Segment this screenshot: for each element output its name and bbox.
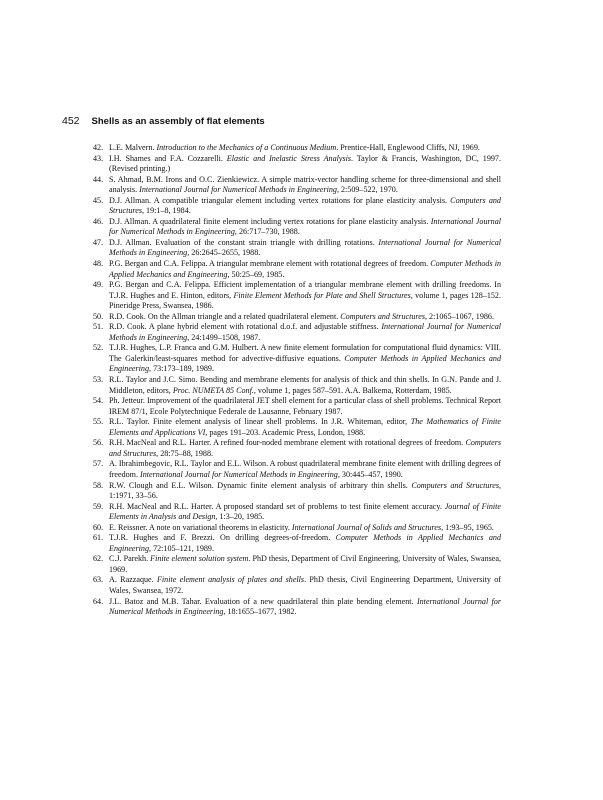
reference-number: 53. bbox=[93, 375, 104, 385]
reference-source-title: Elastic and Inelastic Stress Analysis bbox=[226, 153, 351, 163]
reference-text-segment: T.J.R. Hughes, L.P. Franca and G.M. Hulbert. A new finite element formulation for computational fluid dynamics: VIII. The Galerkin/least-squares method for advective-diffusive equations. bbox=[109, 343, 501, 363]
reference-item bbox=[93, 502, 501, 523]
reference-number: 58. bbox=[93, 480, 104, 490]
reference-number: 43. bbox=[93, 153, 104, 163]
page-number: 452 bbox=[62, 115, 80, 127]
reference-source-title: Finite element solution system bbox=[150, 554, 249, 564]
reference-text bbox=[109, 459, 501, 479]
reference-text bbox=[109, 143, 480, 152]
reference-text-segment: T.J.R. Hughes and F. Brezzi. On drilling degrees-of-freedom. bbox=[109, 533, 336, 543]
reference-text-segment: L.E. Malvern. bbox=[109, 143, 157, 152]
reference-number: 52. bbox=[93, 343, 104, 353]
reference-text-segment: , 18:1655–1677, 1982. bbox=[223, 607, 297, 617]
reference-text bbox=[109, 154, 501, 174]
reference-text-segment: . Taylor & Francis, Washington, DC, 1997. (Revised printing.) bbox=[109, 153, 501, 174]
reference-item bbox=[93, 481, 501, 502]
reference-text bbox=[109, 343, 501, 373]
reference-number: 55. bbox=[93, 417, 104, 427]
reference-text bbox=[109, 417, 501, 437]
reference-list bbox=[93, 143, 501, 618]
reference-number: 46. bbox=[93, 216, 104, 226]
reference-item bbox=[93, 597, 501, 618]
reference-item bbox=[93, 554, 501, 575]
reference-text-segment: R.D. Cook. On the Allman triangle and a related quadrilateral element. bbox=[109, 311, 341, 321]
reference-text-segment: J.L. Batoz and M.B. Tahar. Evaluation of a new quadrilateral thin plate bending element. bbox=[109, 596, 417, 606]
reference-source-title: International Journal for Numerical Methods in Engineering bbox=[140, 469, 338, 479]
reference-source-title: Finite element analysis of plates and shells bbox=[156, 575, 305, 585]
reference-number: 48. bbox=[93, 259, 104, 269]
reference-item bbox=[93, 238, 501, 259]
page-header bbox=[62, 111, 265, 129]
reference-item bbox=[93, 523, 501, 534]
reference-item bbox=[93, 217, 501, 238]
reference-item bbox=[93, 438, 501, 459]
reference-text-segment: P.G. Bergan and C.A. Felippa. A triangular membrane element with rotational degrees of freedom. bbox=[109, 259, 431, 269]
reference-text-segment: , 28:75–88, 1988. bbox=[156, 448, 214, 458]
reference-item bbox=[93, 280, 501, 312]
reference-source-title: The Mathematics of Finite Elements and Applications VI bbox=[109, 417, 501, 437]
reference-text-segment: , 26:2645–2655, 1988. bbox=[187, 248, 261, 258]
reference-source-title: Computers and Structures bbox=[411, 480, 499, 490]
reference-text bbox=[109, 259, 501, 279]
reference-text-segment: , 30:445–457, 1990. bbox=[337, 469, 403, 479]
reference-text-segment: , 24:1499–1508, 1987. bbox=[187, 332, 261, 342]
reference-text-segment: . Prentice-Hall, Englewood Cliffs, NJ, 1969. bbox=[336, 143, 480, 152]
reference-item bbox=[93, 575, 501, 596]
reference-number: 64. bbox=[93, 596, 104, 606]
reference-text bbox=[109, 597, 501, 617]
reference-text-segment: A. Ibrahimbegovic, R.L. Taylor and E.L. Wilson. A robust quadrilateral membrane finite element with drilling degrees of freedom. bbox=[109, 459, 501, 479]
reference-text-segment: , 26:717–730, 1988. bbox=[234, 227, 300, 237]
reference-text bbox=[109, 196, 501, 216]
reference-source-title: Introduction to the Mechanics of a Continuous Medium bbox=[156, 143, 337, 152]
reference-number: 49. bbox=[93, 280, 104, 290]
reference-item bbox=[93, 322, 501, 343]
reference-text-segment: , volume 1, pages 128–152. Pineridge Press, Swansea, 1986. bbox=[109, 290, 501, 311]
reference-source-title: Computer Methods in Applied Mechanics and Engineering bbox=[109, 533, 501, 553]
reference-text-segment: . PhD thesis, Civil Engineering Department, University of Wales, Swansea, 1972. bbox=[109, 575, 501, 595]
reference-source-title: Computers and Structures bbox=[109, 438, 501, 458]
reference-number: 61. bbox=[93, 533, 104, 543]
reference-number: 51. bbox=[93, 322, 104, 332]
reference-text bbox=[109, 238, 501, 258]
reference-source-title: Computer Methods in Applied Mechanics and Engineering bbox=[109, 353, 501, 374]
reference-text bbox=[109, 575, 501, 595]
reference-text bbox=[109, 375, 501, 395]
reference-item bbox=[93, 533, 501, 554]
reference-text-segment: R.L. Taylor and J.C. Simo. Bending and membrane elements for analysis of thick and thin shells. In G.N. Pande and J. Middleton, editors, bbox=[109, 375, 501, 395]
reference-number: 60. bbox=[93, 522, 104, 532]
reference-number: 45. bbox=[93, 195, 104, 205]
reference-text-segment: P.G. Bergan and C.A. Felippa. Efficient implementation of a triangular membrane element with drilling freedoms. In T.J.R. Hughes and E. Hinton, editors, bbox=[109, 280, 501, 300]
reference-source-title: Proc. NUMETA 85 Conf. bbox=[172, 385, 254, 395]
reference-text bbox=[109, 554, 501, 574]
reference-number: 57. bbox=[93, 459, 104, 469]
reference-text bbox=[109, 533, 501, 553]
reference-text-segment: A. Razzaque. bbox=[109, 575, 157, 585]
reference-text-segment: R.H. MacNeal and R.L. Harter. A refined four-noded membrane element with rotational degrees of freedom. bbox=[109, 438, 466, 448]
reference-text bbox=[109, 312, 494, 321]
reference-number: 47. bbox=[93, 237, 104, 247]
reference-text bbox=[109, 481, 501, 501]
reference-number: 59. bbox=[93, 501, 104, 511]
running-head: Shells as an assembly of flat elements bbox=[91, 116, 265, 127]
reference-text-segment: S. Ahmad, B.M. Irons and O.C. Zienkiewicz. A simple matrix-vector handling scheme for three-dimensional and shell analysis. bbox=[109, 174, 501, 195]
reference-item bbox=[93, 196, 501, 217]
reference-text-segment: R.H. MacNeal and R.L. Harter. A proposed standard set of problems to test finite element accuracy. bbox=[109, 501, 445, 511]
reference-number: 42. bbox=[93, 143, 104, 152]
reference-source-title: International Journal for Numerical Methods in Engineering bbox=[109, 322, 502, 342]
reference-text-segment: , 2:1065–1067, 1986. bbox=[424, 311, 494, 321]
reference-text-segment: , 19:1–8, 1984. bbox=[141, 206, 191, 216]
reference-text-segment: , 1:1971, 33–56. bbox=[109, 480, 501, 501]
reference-text-segment: D.J. Allman. Evaluation of the constant strain triangle with drilling rotations. bbox=[109, 237, 379, 247]
reference-text-segment: , volume 1, pages 587–591. A.A. Balkema, Rotterdam, 1985. bbox=[253, 385, 452, 395]
reference-source-title: Computers and Structures bbox=[109, 195, 501, 216]
reference-text-segment: R.L. Taylor. Finite element analysis of linear shell problems. In J.R. Whiteman, editor, bbox=[109, 417, 411, 427]
reference-source-title: International Journal for Numerical Methods in Engineering bbox=[109, 237, 501, 258]
reference-text-segment: , 73:173–189, 1989. bbox=[149, 364, 214, 374]
reference-number: 44. bbox=[93, 174, 104, 184]
reference-text-segment: I.H. Shames and F.A. Cozzarelli. bbox=[109, 153, 227, 163]
reference-number: 62. bbox=[93, 554, 104, 564]
reference-text-segment: C.J. Parekh. bbox=[109, 554, 151, 564]
reference-item bbox=[93, 143, 501, 154]
reference-source-title: Computers and Structures bbox=[340, 311, 425, 321]
reference-text-segment: D.J. Allman. A compatible triangular element including vertex rotations for plane elasticity analysis. bbox=[109, 195, 451, 205]
reference-item bbox=[93, 175, 501, 196]
reference-text bbox=[109, 175, 501, 195]
reference-text-segment: , 50:25–69, 1985. bbox=[227, 269, 285, 279]
reference-number: 63. bbox=[93, 575, 104, 585]
reference-text bbox=[109, 502, 501, 522]
reference-text-segment: , 1:3–20, 1985. bbox=[215, 512, 265, 522]
reference-item bbox=[93, 343, 501, 375]
reference-item bbox=[93, 312, 501, 323]
reference-text bbox=[109, 280, 501, 310]
reference-text-segment: , pages 191–203. Academic Press, London, 1988. bbox=[205, 427, 366, 437]
reference-item bbox=[93, 417, 501, 438]
reference-text bbox=[109, 396, 501, 416]
reference-text-segment: E. Reissner. A note on variational theorems in elasticity. bbox=[109, 522, 292, 532]
reference-text-segment: R.W. Clough and E.L. Wilson. Dynamic finite element analysis of arbitrary thin shells. bbox=[109, 480, 412, 490]
reference-text-segment: Ph. Jetteur. Improvement of the quadrilateral JET shell element for a particular class of shell problems. Technical Report IREM 87/1, Ecole Polytechnique Federale de Lausanne, February 1987. bbox=[109, 396, 501, 416]
reference-item bbox=[93, 396, 501, 417]
reference-source-title: Finite Element Methods for Plate and Shell Structures bbox=[233, 290, 411, 300]
reference-item bbox=[93, 154, 501, 175]
reference-source-title: International Journal for Numerical Methods in Engineering bbox=[109, 216, 501, 237]
reference-number: 50. bbox=[93, 311, 104, 321]
reference-number: 54. bbox=[93, 396, 104, 406]
reference-text bbox=[109, 438, 501, 458]
reference-source-title: International Journal of Solids and Structures bbox=[291, 522, 442, 532]
reference-text-segment: , 72:105–121, 1989. bbox=[149, 543, 214, 553]
reference-item bbox=[93, 459, 501, 480]
reference-text-segment: , 2:509–522, 1970. bbox=[336, 185, 398, 195]
reference-text-segment: D.J. Allman. A quadrilateral finite element including vertex rotations for plane elasticity analysis. bbox=[109, 216, 431, 226]
reference-number: 56. bbox=[93, 438, 104, 448]
reference-text bbox=[109, 523, 494, 532]
reference-source-title: Journal of Finite Elements in Analysis and Design bbox=[109, 501, 501, 522]
reference-item bbox=[93, 375, 501, 396]
reference-source-title: International Journal for Numerical Methods in Engineering bbox=[139, 185, 337, 195]
reference-text bbox=[109, 322, 501, 342]
reference-source-title: Computer Methods in Applied Mechanics and Engineering bbox=[109, 259, 502, 279]
reference-source-title: International Journal for Numerical Methods in Engineering bbox=[109, 596, 501, 617]
reference-item bbox=[93, 259, 501, 280]
reference-text bbox=[109, 217, 501, 237]
reference-text-segment: . PhD thesis, Department of Civil Engineering, University of Wales, Swansea, 1969. bbox=[109, 554, 501, 574]
reference-text-segment: , 1:93–95, 1965. bbox=[441, 522, 494, 532]
reference-text-segment: R.D. Cook. A plane hybrid element with rotational d.o.f. and adjustable stiffness. bbox=[109, 322, 382, 332]
